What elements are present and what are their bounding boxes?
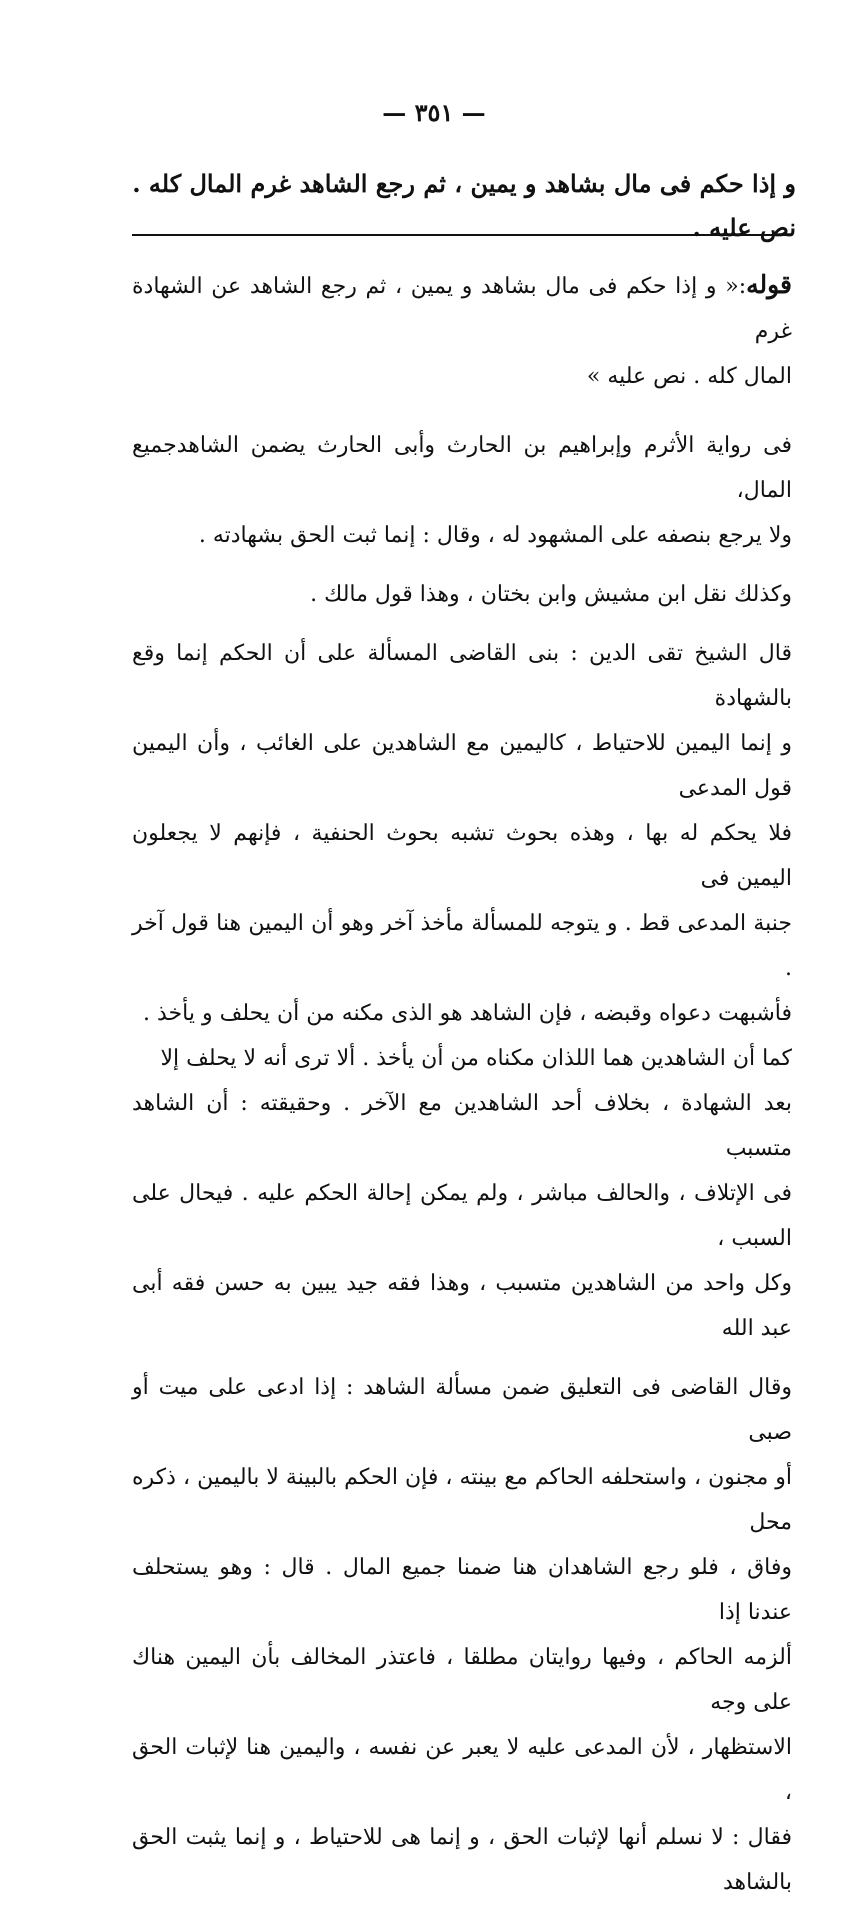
text-line: كما أن الشاهدين هما اللذان مكناه من أن يأخذ . ألا ترى أنه لا يحلف إلا (160, 1046, 792, 1071)
commentary-quote (132, 262, 792, 399)
text-line: ألزمه الحاكم ، وفيها روايتان مطلقا ، فاعتذر المخالف بأن اليمين هناك على وجه (132, 1645, 792, 1715)
text-line: الاستظهار ، لأن المدعى عليه لا يعبر عن نفسه ، واليمين هنا لإثبات الحق ، (132, 1735, 792, 1805)
commentary (132, 262, 792, 1919)
divider-line (132, 234, 792, 236)
text-line: فلا يحكم له بها ، وهذه بحوث تشبه بحوث الحنفية ، فإنهم لا يجعلون اليمين فى (132, 821, 792, 891)
text-line: وكل واحد من الشاهدين متسبب ، وهذا فقه جيد يبين به حسن فقه أبى عبد الله (132, 1271, 792, 1341)
text-line: فقال : لا نسلم أنها لإثبات الحق ، و إنما هى للاحتياط ، و إنما يثبت الحق بالشاهد (132, 1825, 792, 1895)
page-number: — ٣٥١ — (382, 98, 486, 127)
text-line: ولا يرجع بنصفه على المشهود له ، وقال : إنما ثبت الحق بشهادته . (198, 523, 792, 548)
text-line: قال الشيخ تقى الدين : بنى القاضى المسألة على أن الحكم إنما وقع بالشهادة (132, 641, 792, 711)
text-line: جنبة المدعى قط . و يتوجه للمسألة مأخذ آخر وهو أن اليمين هنا قول آخر . (132, 911, 792, 981)
text-line: وكذلك نقل ابن مشيش وابن بختان ، وهذا قول مالك . (310, 582, 792, 607)
paragraph-4 (132, 1365, 792, 1905)
text-line: وفاق ، فلو رجع الشاهدان هنا ضمنا جميع المال . قال : وهو يستحلف عندنا إذا (132, 1555, 792, 1625)
paragraph-2 (132, 572, 792, 617)
text-line: أو مجنون ، واستحلفه الحاكم مع بينته ، فإن الحكم بالبينة لا باليمين ، ذكره محل (132, 1465, 792, 1535)
quote-marker: قوله (746, 270, 792, 299)
quote-line: المال كله . نص عليه » (586, 364, 792, 389)
text-line: فى رواية الأثرم وإبراهيم بن الحارث وأبى الحارث يضمن الشاهدجميع المال، (132, 433, 792, 503)
paragraph-1 (132, 423, 792, 558)
quote-line (132, 262, 792, 354)
text-line: فى الإتلاف ، والحالف مباشر ، ولم يمكن إحالة الحكم عليه . فيحال على السبب ، (132, 1181, 792, 1251)
quote-text: :« و إذا حكم فى مال بشاهد و يمين ، ثم رجع الشاهد عن الشهادة غرم (132, 274, 792, 344)
text-line: فأشبهت دعواه وقبضه ، فإن الشاهد هو الذى مكنه من أن يحلف و يأخذ . (143, 1001, 792, 1026)
text-line: بعد الشهادة ، بخلاف أحد الشاهدين مع الآخر . وحقيقته : أن الشاهد متسبب (132, 1091, 792, 1161)
text-line: و إنما اليمين للاحتياط ، كاليمين مع الشاهدين على الغائب ، وأن اليمين قول المدعى (132, 731, 792, 801)
text-line: وقال القاضى فى التعليق ضمن مسألة الشاهد : إذا ادعى على ميت أو صبى (132, 1375, 792, 1445)
paragraph-3 (132, 631, 792, 1351)
main-text: و إذا حكم فى مال بشاهد و يمين ، ثم رجع الشاهد غرم المال كله . نص عليه . (132, 169, 796, 242)
